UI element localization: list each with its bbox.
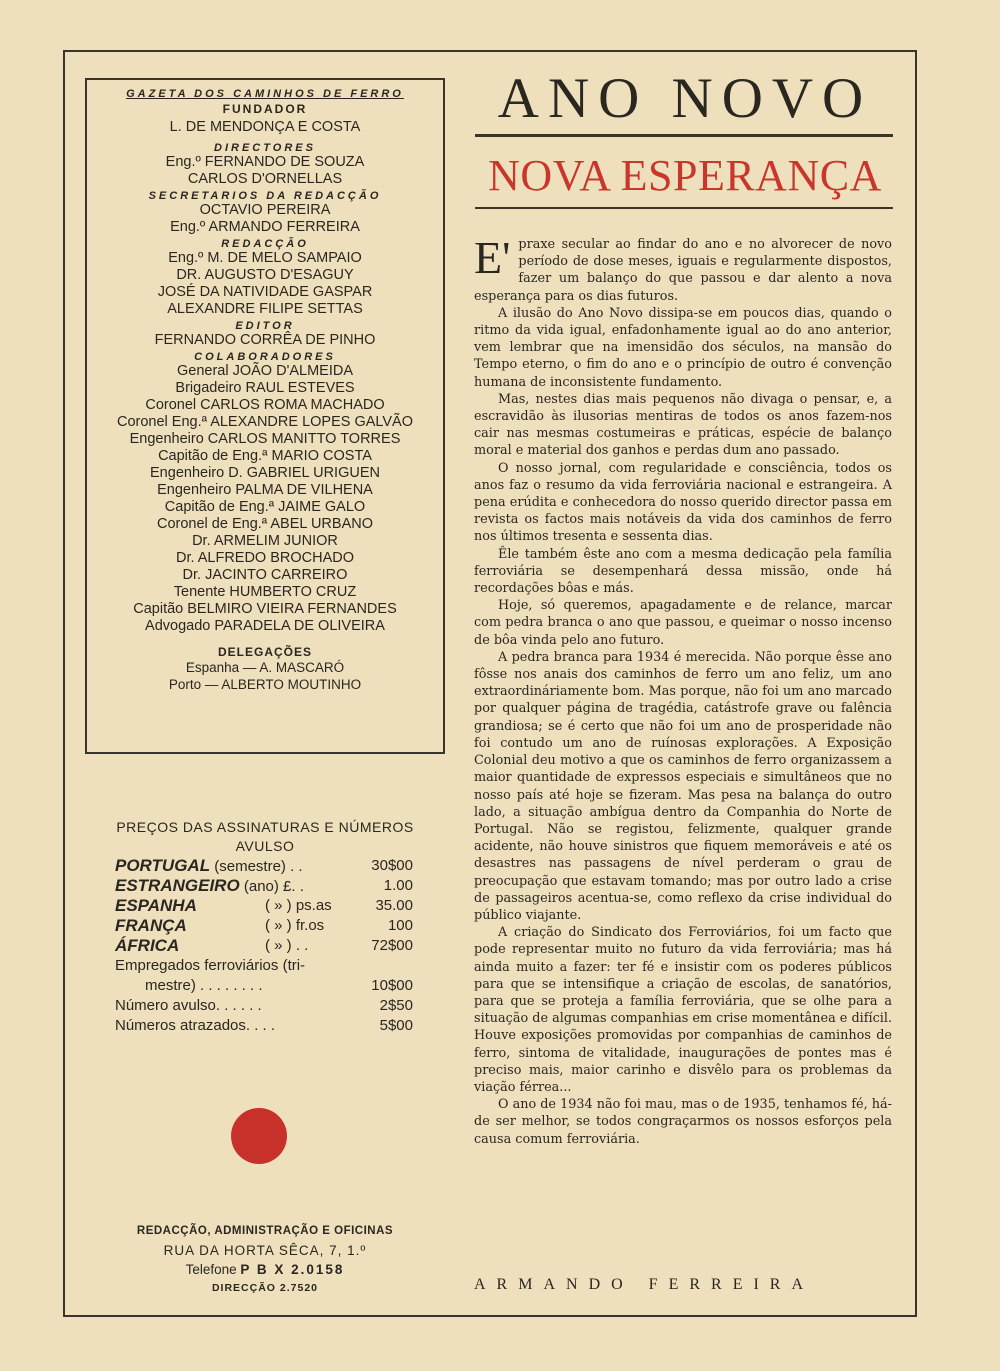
article-body [474,232,892,1148]
price-value: 1.00 [383,877,413,894]
price-row-empregados [85,956,445,976]
editor-name: FERNANDO CORRÊA DE PINHO [154,332,376,348]
colaborador-name: Tenente HUMBERTO CRUZ [173,584,357,600]
redaccao-name: ALEXANDRE FILIPE SETTAS [167,301,363,317]
redaccao-name: Eng.º M. DE MELO SAMPAIO [168,250,362,266]
secretario-name: OCTAVIO PEREIRA [199,202,331,218]
colaborador-name: Coronel de Eng.ª ABEL URBANO [157,516,373,532]
price-value: 5$00 [379,1017,413,1034]
colaborador-name: General JOÃO D'ALMEIDA [176,363,354,379]
article-paragraph: Mas, nestes dias mais pequenos não divaga o pensar, e, a escravidão às ilusorias mentiras de todos os anos fazem-nos cair nas mesmas costumeiras e práticas, espécie de balanço moral e material dos ganhos e perdas dum ano passado. [474,391,892,459]
masthead-box [85,78,445,754]
directores-heading: DIRECTORES [214,142,316,154]
price-label: Número avulso. . . . . . [115,997,262,1014]
colaborador-name: Capitão de Eng.ª MARIO COSTA [158,448,372,464]
colaborador-name: Coronel Eng.ª ALEXANDRE LOPES GALVÃO [116,414,414,430]
price-label [115,876,304,897]
subheadline: NOVA ESPERANÇA [488,151,882,200]
article-paragraph: O ano de 1934 não foi mau, mas o de 1935, tenhamos fé, há-de ser melhor, se todos congraçarmos os nossos esforços pela causa comum ferroviária. [474,1097,892,1147]
price-value: 35.00 [375,897,413,914]
telephone-label: Telefone [185,1262,241,1277]
headline-rule [475,134,893,137]
address-direccao: DIRECÇÃO 2.7520 [211,1282,319,1294]
colaborador-name: Dr. ALFREDO BROCHADO [175,550,355,566]
price-row [85,916,445,936]
delegacao-line: Espanha — A. MASCARÓ [185,660,345,675]
colaborador-name: Advogado PARADELA DE OLIVEIRA [145,618,385,634]
colaborador-name: Engenheiro CARLOS MANITTO TORRES [129,431,401,447]
price-unit: ( » ) . . [265,937,309,954]
price-value: 10$00 [371,977,413,994]
headline: ANO NOVO [497,67,873,130]
paragraph-text: praxe secular ao findar do ano e no alvorecer de novo período de dose meses, iguais e regularmente dispostos, fazer um balanço do que passou e dar alento a nova esperança para os dias futuros. [474,237,892,304]
delegacao-line: Porto — ALBERTO MOUTINHO [168,677,362,692]
price-label [115,936,179,957]
subheadline-rule [475,207,893,209]
address-telephone [85,1260,445,1279]
price-country: ESPANHA [115,896,197,915]
fundador-name: L. DE MENDONÇA E COSTA [169,119,361,135]
colaborador-name: Engenheiro D. GABRIEL URIGUEN [150,465,380,481]
director-name: CARLOS D'ORNELLAS [187,171,343,187]
price-value: 2$50 [379,997,413,1014]
secretarios-heading: SECRETARIOS DA REDACÇÃO [148,190,382,202]
address-block [85,1222,445,1298]
price-value: 72$00 [371,937,413,954]
colaborador-name: Dr. ARMELIM JUNIOR [192,533,338,549]
price-row [85,896,445,916]
price-label [115,856,303,877]
price-rows [85,856,445,956]
editor-heading: EDITOR [235,320,295,332]
prices-title: PREÇOS DAS ASSINATURAS E NÚMEROS [116,819,414,835]
article-paragraph: Hoje, só queremos, apagadamente e de relance, marcar com pedra branca o ano que passou, e queimar o nosso incenso de bôa vinda pelo ano futuro. [474,598,892,648]
price-unit: ( » ) fr.os [265,917,325,934]
redaccao-name: JOSÉ DA NATIVIDADE GASPAR [157,284,373,300]
price-period: (semestre) . . [210,858,303,875]
colaborador-name: Coronel CARLOS ROMA MACHADO [145,397,385,413]
colaborador-name: Engenheiro PALMA DE VILHENA [157,482,373,498]
price-value: 30$00 [371,857,413,874]
colaboradores-heading: COLABORADORES [194,351,336,363]
price-label: mestre) . . . . . . . . [145,977,263,994]
masthead-gazeta: GAZETA DOS CAMINHOS DE FERRO [126,88,404,100]
redaccao-heading: REDACÇÃO [221,238,309,250]
telephone-number: P B X 2.0158 [240,1262,345,1277]
colaborador-name: Dr. JACINTO CARREIRO [182,567,348,583]
price-label [115,896,197,917]
price-period: (ano) £. . [239,878,304,895]
director-name: Eng.º FERNANDO DE SOUZA [165,154,365,170]
price-label: Números atrazados. . . . [115,1017,276,1034]
colaborador-name: Capitão BELMIRO VIEIRA FERNANDES [133,601,397,617]
price-row-empregados-2 [85,976,445,996]
article-paragraph: Êle também êste ano com a mesma dedicação pela família ferroviária se desempenhará dessa missão, onde há recordações bôas e más. [474,546,892,597]
address-street: RUA DA HORTA SÊCA, 7, 1.º [163,1243,367,1258]
price-row [85,936,445,956]
signature: ARMANDO FERREIRA [474,1276,815,1293]
price-label: Empregados ferroviários (tri- [115,957,306,974]
redaccao-name: DR. AUGUSTO D'ESAGUY [176,267,354,283]
article-paragraph: O nosso jornal, com regularidade e consciência, todos os anos faz o resumo da vida ferroviária nacional e estrangeira. A pena erúdita e conhecedora do nosso querido director passa em revista os factos mais notáveis da vida dos caminhos de ferro nos últimos tresenta e sessenta dias. [474,460,892,545]
price-country: PORTUGAL [115,856,211,875]
colaborador-name: Brigadeiro RAUL ESTEVES [175,380,355,396]
price-row-avulso [85,996,445,1016]
red-dot-mark [231,1108,287,1164]
article-paragraph: A criação do Sindicato dos Ferroviários, foi um facto que pode representar muito no futuro da vida ferroviária; mas há ainda muito a fazer: ter fé e insistir com os poderes públicos para que se intensifique a criação de escolas, de sanatórios, para que se proteja a família ferroviária, que se olhe para a situação de algumas companhias em crise momentânea e difícil. Houve exposições promovidas por companhias de caminhos de ferro, sintoma de vitalidade, inaugurações de pontes mas é preciso mais, maior carinho e disvêlo para os problemas da viação férrea... [474,925,892,1095]
article-paragraph: A ilusão do Ano Novo dissipa-se em poucos dias, quando o ritmo da vida igual, enfadonhamente igual ao do ano anterior, vem lembrar que na imensidão dos séculos, na mansão do Tempo eterno, o fim do ano e o princípio de outro é convenção humana de inconsistente fundamento. [474,305,892,390]
secretario-name: Eng.º ARMANDO FERREIRA [170,219,360,235]
price-row [85,856,445,876]
delegacoes-heading: DELEGAÇÕES [217,645,312,659]
subscription-prices [85,818,445,1036]
article-paragraph [474,232,892,305]
price-country: ESTRANGEIRO [115,876,240,895]
price-row [85,876,445,896]
colaboradores-list [87,363,443,635]
address-line: REDACÇÃO, ADMINISTRAÇÃO E OFICINAS [136,1225,394,1237]
price-row-atrazados [85,1016,445,1036]
prices-title-2: AVULSO [235,838,295,854]
price-unit: ( » ) ps.as [265,897,332,914]
price-country: ÁFRICA [115,936,180,955]
price-country: FRANÇA [115,916,187,935]
article-paragraph: A pedra branca para 1934 é merecida. Não porque êsse ano fôsse nos anais dos caminhos de ferro um ano feliz, um ano extraordináriamente bom. Mas porque, não foi um ano marcado por qualquer página de tragédia, catástrofe grave ou falência grandiosa; se é certo que não foi um ano de prosperidade não foi contudo um ano de ruínosas explorações. A Exposição Colonial deu motivo a que os caminhos de ferro organizassem a maior quantidade de expressos especiais e simultâneos que no nosso país até hoje se fizeram. Mas pesa na balança do outro lado, a situação ambígua dentro da Companhia do Norte de Portugal. Não se registou, felizmente, qualquer grande acidente, não houve sinistros que fiquem memoráveis e até os desastres nas passagens de nível perderam o grau de preocupação que estavam tomando; mas por outro lado a crise de passageiros acentua-se, como reflexo da crise individual do público viajante. [474,649,892,923]
colaborador-name: Capitão de Eng.ª JAIME GALO [164,499,366,515]
fundador-heading: FUNDADOR [222,102,308,116]
price-label [115,916,187,937]
dropcap: E' [474,232,511,283]
price-value: 100 [387,917,413,934]
